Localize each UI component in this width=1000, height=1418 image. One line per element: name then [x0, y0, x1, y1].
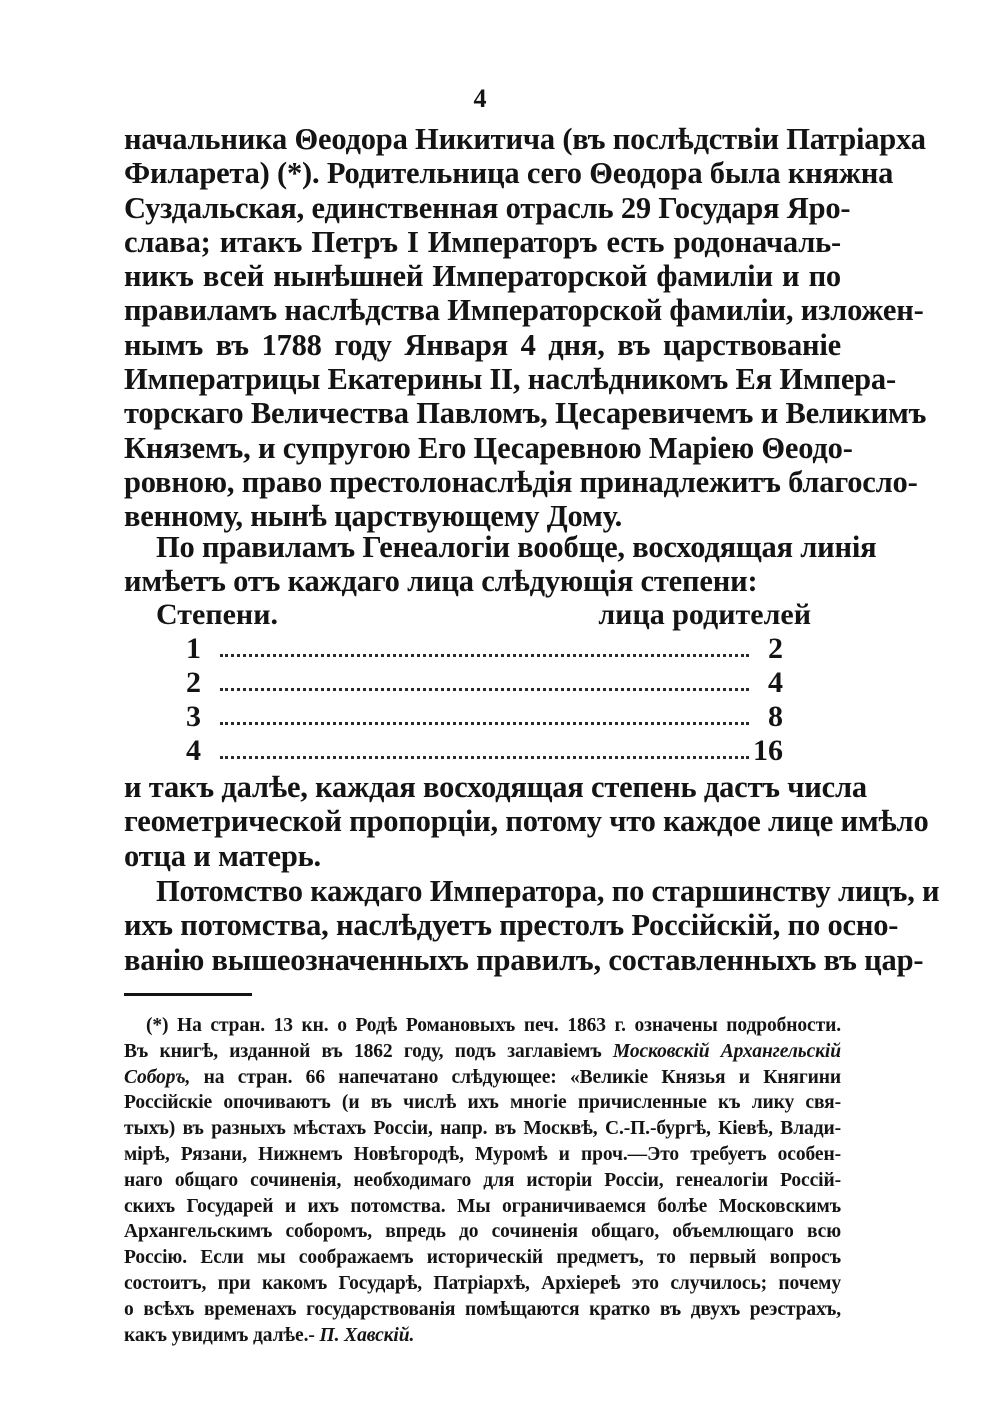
- parents-count: 2: [768, 632, 783, 665]
- degree-table: [124, 598, 841, 768]
- dot-leader: [220, 748, 749, 759]
- degree-value: 2: [186, 666, 201, 699]
- footnote-line: состоитъ, при какомъ Государѣ, Патріархѣ, Архіереѣ это случилось; почему: [124, 1272, 841, 1294]
- table-row: [124, 734, 841, 768]
- text-line: венному, нынѣ царствующему Дому.: [124, 499, 623, 534]
- degree-value: 3: [186, 700, 201, 733]
- text-line: начальника Θеодора Никитича (въ послѣдствіи Патріарха: [124, 122, 926, 156]
- paragraph-4: [124, 874, 940, 977]
- footnote-line: наго общаго сочиненія, необходимаго для исторіи Россіи, генеалогіи Россій-: [124, 1169, 841, 1191]
- footnote-line: Архангельскимъ соборомъ, впредь до сочиненія общаго, объемлющаго всю: [124, 1221, 841, 1243]
- footnote-line: Россійскіе опочиваютъ (и въ числѣ ихъ многіе причисленные къ лику свя-: [124, 1092, 841, 1114]
- text-line: ихъ потомства, наслѣдуетъ престолъ Россійскій, по осно-: [124, 908, 899, 943]
- text-line: Филарета) (*). Родительница сего Θеодора была княжна: [124, 156, 894, 191]
- footnote-line: [124, 1039, 841, 1065]
- parents-count: 8: [768, 700, 783, 733]
- table-row: [124, 632, 841, 666]
- book-title: Московскій Архангельскій: [612, 1040, 841, 1062]
- footnote-line: Россію. Если мы соображаемъ историческій предметъ, то первый вопросъ: [124, 1247, 841, 1269]
- footnote-text: какъ увидимъ далѣе.-: [124, 1324, 315, 1346]
- text-line: По правиламъ Генеалогіи вообще, восходящая линія: [156, 530, 877, 564]
- table-row: [124, 700, 841, 734]
- parents-count: 4: [768, 666, 783, 699]
- header-parents: лица родителей: [598, 598, 811, 631]
- text-line: Суздальская, единственная отрасль 29 Государя Яро-: [124, 190, 851, 225]
- text-line: отца и матерь.: [124, 838, 321, 873]
- footnote-line: мірѣ, Рязани, Нижнемъ Новѣгородѣ, Муромѣ и проч.—Это требуетъ особен-: [124, 1143, 841, 1165]
- footnote-line: скихъ Государей и ихъ потомства. Мы ограничиваемся болѣе Московскимъ: [124, 1195, 841, 1217]
- degree-value: 1: [186, 632, 201, 665]
- header-degrees: Степени.: [156, 598, 278, 631]
- text-line: ровною, право престолонаслѣдія принадлежитъ благосло-: [124, 464, 918, 499]
- paragraph-2: [124, 530, 877, 599]
- text-line: никъ всей нынѣшней Императорской фамиліи и по: [124, 259, 841, 294]
- page-number: 4: [473, 84, 487, 113]
- text-line: геометрической пропорціи, потому что каждое лице имѣло: [124, 804, 929, 839]
- footnote-separator: [124, 993, 252, 996]
- parents-count: 16: [753, 734, 783, 767]
- text-line: правиламъ наслѣдства Императорской фамиліи, изложен-: [124, 293, 924, 328]
- footnote-text: Въ книгѣ, изданной въ 1862 году, подъ заглавіемъ: [124, 1040, 602, 1062]
- paragraph-1: [124, 122, 927, 534]
- text-line: имѣетъ отъ каждаго лица слѣдующія степени:: [124, 564, 758, 599]
- footnote-line: о всѣхъ временахъ государствованія помѣщаются кратко въ двухъ реэстрахъ,: [124, 1298, 841, 1320]
- dot-leader: [220, 714, 749, 725]
- dot-leader: [220, 646, 749, 657]
- text-line: нымъ въ 1788 году Января 4 дня, въ царствованіе: [124, 327, 841, 362]
- text-line: Княземъ, и супругою Его Цесаревною Маріею Θеодо-: [124, 430, 853, 465]
- text-line: и такъ далѣе, каждая восходящая степень дастъ числа: [124, 770, 867, 804]
- degree-value: 4: [186, 734, 201, 767]
- text-line: Потомство каждаго Императора, по старшинству лицъ, и: [156, 874, 940, 908]
- table-row: [124, 666, 841, 700]
- text-line: ванію вышеозначенныхъ правилъ, составленныхъ въ цар-: [124, 942, 924, 977]
- paragraph-3: [124, 770, 929, 873]
- footnote-line: [124, 1323, 841, 1349]
- footnote-author: П. Хавскій.: [319, 1324, 415, 1346]
- text-line: торскаго Величества Павломъ, Цесаревичемъ и Великимъ: [124, 396, 927, 431]
- degree-table-header: [124, 598, 841, 632]
- footnote-line: тыхъ) въ разныхъ мѣстахъ Россіи, напр. въ Москвѣ, С.-П.-бургѣ, Кіевѣ, Влади-: [124, 1118, 841, 1140]
- footnote-line: (*) На стран. 13 кн. о Родѣ Романовыхъ печ. 1863 г. означены подробности.: [146, 1015, 841, 1036]
- book-title: Соборъ,: [124, 1066, 191, 1088]
- footnote: [124, 1013, 841, 1348]
- text-line: слава; итакъ Петръ I Императоръ есть родоначаль-: [124, 224, 841, 259]
- dot-leader: [220, 680, 749, 691]
- text-line: Императрицы Екатерины II, наслѣдникомъ Ея Импера-: [124, 362, 896, 397]
- footnote-text: на стран. 66 напечатано слѣдующее: «Великіе Князья и Княгини: [203, 1066, 841, 1088]
- footnote-line: [124, 1065, 841, 1091]
